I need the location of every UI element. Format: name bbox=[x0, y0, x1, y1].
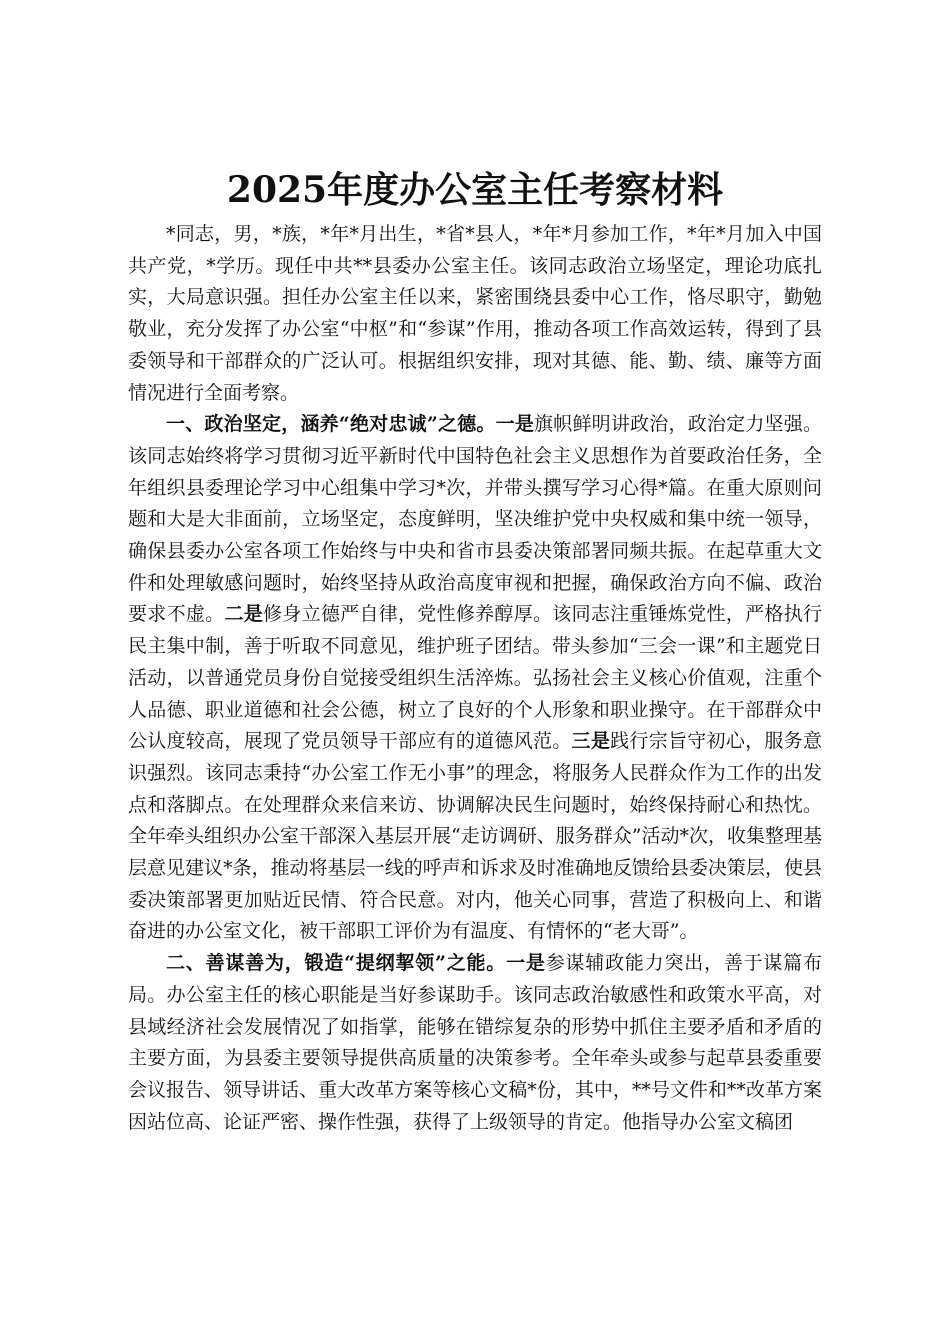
document-body bbox=[128, 219, 822, 1138]
section-two-paragraph bbox=[128, 948, 822, 1138]
section-one-heading: 一、政治坚定，涵养“绝对忠诚”之德。 bbox=[166, 413, 496, 436]
document-title: 2025年度办公室主任考察材料 bbox=[226, 169, 724, 211]
section-two-heading: 二、善谋善为，锻造“提纲挈领”之能。 bbox=[166, 952, 507, 975]
section-two-point1-text: 参谋辅政能力突出，善于谋篇布局。办公室主任的核心职能是当好参谋助手。该同志政治敏感性和政策水平高，对县域经济社会发展情况了如指掌，能够在错综复杂的形势中抓住主要矛盾和矛盾的主要方面，为县委主要领导提供高质量的决策参考。全年牵头或参与起草县委重要会议报告、领导讲话、重大改革方案等核心文稿*份，其中，**号文件和**改革方案因站位高、论证严密、操作性强，获得了上级领导的肯定。他指导办公室文稿团 bbox=[128, 952, 822, 1133]
section-two-point1-lead: 一是 bbox=[506, 952, 546, 975]
section-one-point2-text: 修身立德严自律，党性修养醇厚。该同志注重锤炼党性，严格执行民主集中制，善于听取不同意见，维护班子团结。带头参加“三会一课”和主题党日活动，以普通党员身份自觉接受组织生活淬炼。弘扬社会主义核心价值观，注重个人品德、职业道德和社会公德，树立了良好的个人形象和职业操守。在干部群众中公认度较高，展现了党员领导干部应有的道德风范。 bbox=[128, 603, 822, 753]
section-one-point3-text: 践行宗旨守初心，服务意识强烈。该同志秉持“办公室工作无小事”的理念，将服务人民群众作为工作的出发点和落脚点。在处理群众来信来访、协调解决民生问题时，始终保持耐心和热忱。全年牵头组织办公室干部深入基层开展“走访调研、服务群众”活动*次，收集整理基层意见建议*条，推动将基层一线的呼声和诉求及时准确地反馈给县委决策层，使县委决策部署更加贴近民情、符合民意。对内，他关心同事，营造了积极向上、和谐奋进的办公室文化，被干部职工评价为有温度、有情怀的“老大哥”。 bbox=[128, 730, 822, 943]
intro-text: *同志，男，*族，*年*月出生，*省*县人，*年*月参加工作，*年*月加入中国共产党，*学历。现任中共**县委办公室主任。该同志政治立场坚定，理论功底扎实，大局意识强。担任办公室主任以来，紧密围绕县委中心工作，恪尽职守，勤勉敬业，充分发挥了办公室“中枢”和“参谋”作用，推动各项工作高效运转，得到了县委领导和干部群众的广泛认可。根据组织安排，现对其德、能、勤、绩、廉等方面情况进行全面考察。 bbox=[128, 223, 822, 404]
intro-paragraph bbox=[128, 219, 822, 409]
section-one-point1-lead: 一是 bbox=[495, 413, 535, 436]
section-one-point2-lead: 二是 bbox=[224, 603, 264, 626]
section-one-point1-text: 旗帜鲜明讲政治，政治定力坚强。该同志始终将学习贯彻习近平新时代中国特色社会主义思想作为首要政治任务，全年组织县委理论学习中心组集中学习*次，并带头撰写学习心得*篇。在重大原则问题和大是大非面前，立场坚定，态度鲜明，坚决维护党中央权威和集中统一领导，确保县委办公室各项工作始终与中央和省市县委决策部署同频共振。在起草重大文件和处理敏感问题时，始终坚持从政治高度审视和把握，确保政治方向不偏、政治要求不虚。 bbox=[128, 413, 822, 626]
section-one-paragraph bbox=[128, 409, 822, 948]
section-one-point3-lead: 三是 bbox=[571, 730, 611, 753]
